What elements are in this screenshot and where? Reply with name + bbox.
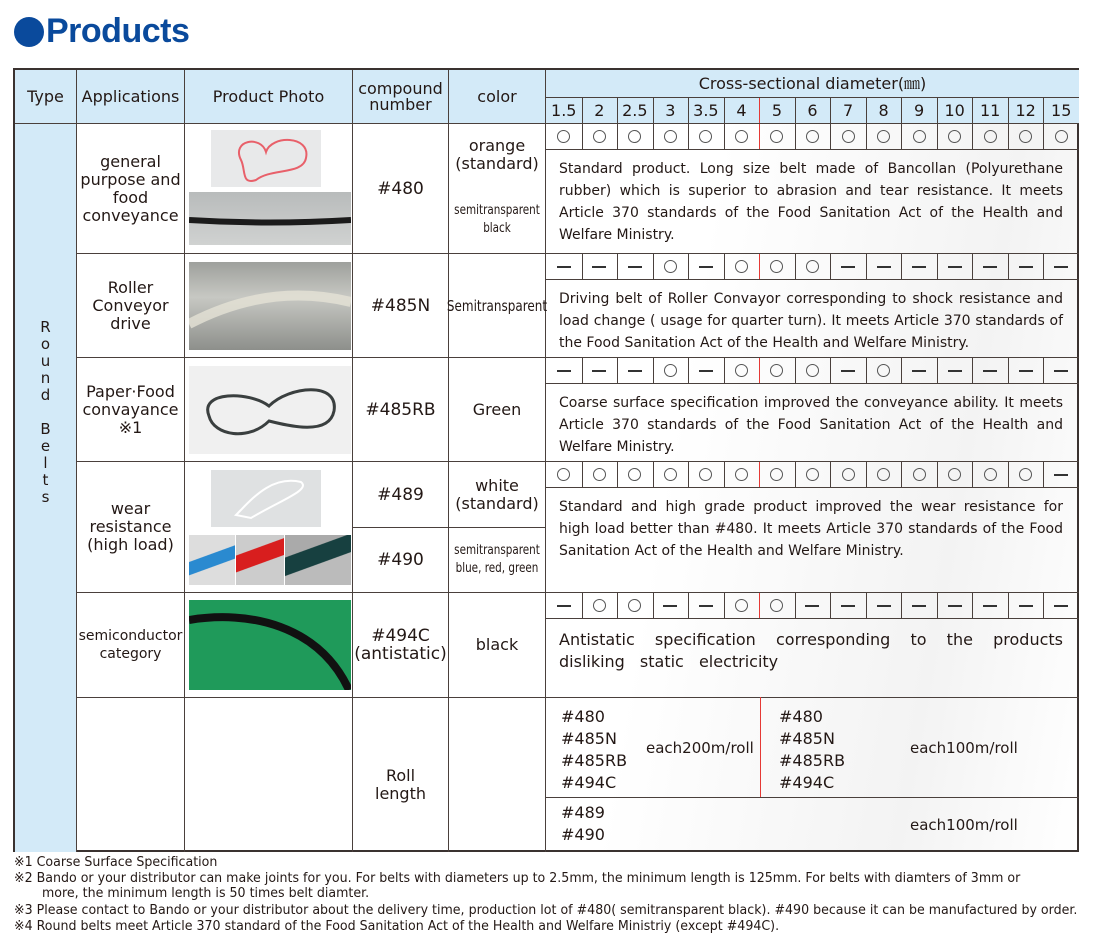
availability-cell [546, 254, 582, 279]
available-circle-icon [699, 468, 712, 481]
available-circle-icon [699, 130, 712, 143]
unavailable-dash-icon [877, 266, 891, 268]
roll-item: #489 [561, 803, 605, 822]
availability-cell [972, 593, 1008, 618]
availability-cell [724, 593, 760, 618]
available-circle-icon [735, 364, 748, 377]
availability-cell [724, 124, 760, 149]
roll-group-2-items [779, 706, 845, 794]
size-1.5: 1.5 [546, 98, 582, 123]
availability-cell [653, 462, 689, 487]
availability-cell [1043, 593, 1079, 618]
availability-cell [937, 462, 973, 487]
unavailable-dash-icon [1054, 605, 1068, 607]
unavailable-dash-icon [1054, 370, 1068, 372]
unavailable-dash-icon [1019, 266, 1033, 268]
description-3: Standard and high grade product improved the wear resistance for high load better than #480. It meets Article 370 standards of the Food Sanitation Act of the Health and Welfare Ministry. [559, 499, 1063, 559]
availability-cell [688, 254, 724, 279]
unavailable-dash-icon [699, 266, 713, 268]
description-0: Standard product. Long size belt made of Bancollan (Polyurethane rubber) which is superior to abrasion and tear resistance. It meets Article 370 standards of the Food Sanitation Act of the Health and Welfare Ministry. [559, 161, 1063, 243]
availability-cell [1008, 124, 1044, 149]
availability-cell [617, 462, 653, 487]
available-circle-icon [1019, 130, 1032, 143]
availability-cell [937, 124, 973, 149]
availability-cell [617, 124, 653, 149]
size-11: 11 [972, 98, 1008, 123]
availability-cell [937, 358, 973, 383]
availability-cell [1043, 462, 1079, 487]
available-circle-icon [842, 130, 855, 143]
roll-item: #480 [561, 707, 605, 726]
color-1: Semitransparent [446, 296, 548, 315]
header-diameter: Cross-sectional diameter(㎜) [546, 70, 1079, 97]
available-circle-icon [628, 468, 641, 481]
size-12: 12 [1008, 98, 1044, 123]
size-2.5: 2.5 [617, 98, 653, 123]
roll-group-1-length: each200m/roll [646, 739, 754, 757]
unavailable-dash-icon [948, 605, 962, 607]
availability-cell [724, 254, 760, 279]
availability-cell [653, 593, 689, 618]
header-photo: Product Photo [185, 70, 352, 123]
compound-0: #480 [377, 178, 424, 199]
type-label: Round Belts [36, 317, 55, 505]
availability-cell [1008, 462, 1044, 487]
availability-cell [901, 462, 937, 487]
availability-cell [866, 358, 902, 383]
availability-cell [582, 124, 618, 149]
unavailable-dash-icon [912, 370, 926, 372]
availability-cell [1008, 593, 1044, 618]
available-circle-icon [770, 364, 783, 377]
title-text: Products [46, 12, 190, 50]
unavailable-dash-icon [557, 266, 571, 268]
availability-cell [901, 593, 937, 618]
availability-cell [901, 124, 937, 149]
unavailable-dash-icon [948, 370, 962, 372]
availability-cell [866, 124, 902, 149]
availability-cell [866, 593, 902, 618]
available-circle-icon [806, 468, 819, 481]
availability-cell [653, 124, 689, 149]
availability-cell [617, 358, 653, 383]
available-circle-icon [806, 364, 819, 377]
availability-cell [582, 593, 618, 618]
application-2: Paper·Food convayance ※1 [82, 381, 179, 437]
unavailable-dash-icon [983, 370, 997, 372]
unavailable-dash-icon [628, 370, 642, 372]
unavailable-dash-icon [557, 370, 571, 372]
header-compound: compound number [353, 70, 448, 123]
unavailable-dash-icon [557, 605, 571, 607]
availability-cell [724, 462, 760, 487]
availability-cell [653, 254, 689, 279]
unavailable-dash-icon [592, 266, 606, 268]
photo-black-antistatic-belt [189, 600, 351, 690]
available-circle-icon [593, 468, 606, 481]
available-circle-icon [984, 468, 997, 481]
availability-cell [617, 593, 653, 618]
availability-cell [901, 358, 937, 383]
description-4: Antistatic specification corresponding to the products disliking static electricity [559, 630, 1063, 671]
availability-cell [795, 462, 831, 487]
availability-cell [830, 124, 866, 149]
available-circle-icon [770, 260, 783, 273]
availability-cell [546, 358, 582, 383]
availability-cell [1043, 124, 1079, 149]
header-color: color [449, 70, 545, 123]
roll-item: #494C [561, 773, 617, 792]
application-0: general purpose and food conveyance [80, 151, 181, 225]
unavailable-dash-icon [805, 605, 819, 607]
size-4: 4 [724, 98, 760, 123]
compound-3: #489 [377, 484, 424, 505]
header-type: Type [15, 70, 76, 123]
availability-cell [937, 593, 973, 618]
type-round-belts [15, 124, 76, 698]
availability-cell [546, 462, 582, 487]
available-circle-icon [948, 130, 961, 143]
unavailable-dash-icon [628, 266, 642, 268]
availability-cell [901, 254, 937, 279]
description-2: Coarse surface specification improved the conveyance ability. It meets Article 370 standards of the Food Sanitation Act of the Health and Welfare Ministry. [559, 395, 1063, 455]
size-8: 8 [866, 98, 902, 123]
photo-red-belt [236, 535, 284, 585]
availability-cell [688, 593, 724, 618]
unavailable-dash-icon [841, 605, 855, 607]
unavailable-dash-icon [912, 266, 926, 268]
products-table [13, 68, 1079, 852]
unavailable-dash-icon [841, 370, 855, 372]
roll-group-2-length: each100m/roll [910, 739, 1018, 757]
availability-cell [795, 358, 831, 383]
roll-item: #494C [779, 773, 835, 792]
photo-white-belt [211, 470, 321, 527]
availability-cell [866, 462, 902, 487]
roll-item: #485N [561, 729, 617, 748]
availability-cell [724, 358, 760, 383]
type-blank [15, 698, 76, 852]
unavailable-dash-icon [912, 605, 926, 607]
size-3: 3 [653, 98, 689, 123]
availability-cell [1008, 358, 1044, 383]
availability-cell [1008, 254, 1044, 279]
available-circle-icon [913, 130, 926, 143]
color-0b: semitransparent black [454, 203, 540, 236]
size-15: 15 [1043, 98, 1079, 123]
color-3: white (standard) [455, 475, 539, 513]
roll-item: #490 [561, 825, 605, 844]
unavailable-dash-icon [1054, 474, 1068, 476]
size-6: 6 [795, 98, 831, 123]
availability-cell [653, 358, 689, 383]
available-circle-icon [770, 468, 783, 481]
available-circle-icon [735, 130, 748, 143]
available-circle-icon [948, 468, 961, 481]
application-1: Roller Conveyor drive [92, 277, 169, 333]
roll-item: #485RB [561, 751, 628, 770]
unavailable-dash-icon [983, 266, 997, 268]
availability-cell [582, 254, 618, 279]
unavailable-dash-icon [699, 370, 713, 372]
compound-2: #485RB [365, 399, 436, 420]
photo-green-belt [189, 366, 351, 454]
availability-cell [830, 593, 866, 618]
availability-cell [759, 358, 795, 383]
roll-group-1-items [561, 706, 627, 794]
photo-green-semi-belt [285, 535, 351, 585]
availability-cell [830, 254, 866, 279]
available-circle-icon [664, 260, 677, 273]
availability-cell [937, 254, 973, 279]
roll-item: #480 [779, 707, 823, 726]
availability-cell [866, 254, 902, 279]
available-circle-icon [735, 599, 748, 612]
roll-group-3-length: each100m/roll [910, 816, 1018, 834]
available-circle-icon [664, 364, 677, 377]
available-circle-icon [913, 468, 926, 481]
unavailable-dash-icon [1019, 370, 1033, 372]
available-circle-icon [877, 130, 890, 143]
unavailable-dash-icon [948, 266, 962, 268]
unavailable-dash-icon [663, 605, 677, 607]
available-circle-icon [593, 130, 606, 143]
availability-cell [795, 254, 831, 279]
compound-4: #494C (antistatic) [354, 626, 447, 664]
available-circle-icon [628, 130, 641, 143]
availability-cell [688, 462, 724, 487]
photo-semitransparent-belt [189, 262, 351, 350]
available-circle-icon [557, 130, 570, 143]
color-0: orange (standard) [455, 136, 539, 173]
size-10: 10 [937, 98, 973, 123]
available-circle-icon [770, 599, 783, 612]
application-4: semiconductor category [78, 628, 183, 662]
available-circle-icon [735, 468, 748, 481]
unavailable-dash-icon [699, 605, 713, 607]
application-3: wear resistance (high load) [87, 499, 174, 554]
page-title [14, 12, 189, 51]
availability-cell [759, 593, 795, 618]
unavailable-dash-icon [1054, 266, 1068, 268]
size-3.5: 3.5 [688, 98, 724, 123]
footnote-2-cont: more, the minimum length is 50 times belt diamter. [42, 886, 370, 901]
availability-cell [759, 124, 795, 149]
availability-cell [688, 124, 724, 149]
unavailable-dash-icon [877, 605, 891, 607]
availability-cell [972, 254, 1008, 279]
availability-cell [972, 462, 1008, 487]
availability-cell [795, 593, 831, 618]
roll-item: #485N [779, 729, 835, 748]
available-circle-icon [1019, 468, 1032, 481]
size-2: 2 [582, 98, 618, 123]
available-circle-icon [557, 468, 570, 481]
unavailable-dash-icon [983, 605, 997, 607]
footnote-4: ※4 Round belts meet Article 370 standard of the Food Sanitation Act of the Health and Welfare Ministriy (except #494C). [14, 919, 780, 934]
footnote-3: ※3 Please contact to Bando or your distributor about the delivery time, production lot of #480( semitransparent black). #490 because it can be manufactured by order. [14, 903, 1078, 918]
availability-cell [972, 124, 1008, 149]
available-circle-icon [842, 468, 855, 481]
available-circle-icon [593, 599, 606, 612]
availability-cell [972, 358, 1008, 383]
header-applications: Applications [77, 70, 184, 123]
availability-cell [795, 124, 831, 149]
bullet-icon [14, 17, 44, 47]
footnote-1: ※1 Coarse Surface Specification [14, 855, 218, 870]
availability-cell [830, 358, 866, 383]
availability-cell [582, 358, 618, 383]
roll-group-3-items [561, 802, 605, 846]
compound-1: #485N [370, 295, 431, 316]
color-2: Green [472, 399, 522, 419]
color-4: black [475, 635, 519, 654]
size-9: 9 [901, 98, 937, 123]
footnote-2: ※2 Bando or your distributor can make joints for you. For belts with diameters up to 2.5mm, the minimum length is 125mm. For belts with diamters of 3mm or [14, 871, 1021, 886]
availability-cell [830, 462, 866, 487]
availability-cell [546, 593, 582, 618]
size-5: 5 [759, 98, 795, 123]
unavailable-dash-icon [592, 370, 606, 372]
available-circle-icon [1055, 130, 1068, 143]
photo-orange-belt [211, 130, 321, 187]
roll-item: #485RB [779, 751, 846, 770]
available-circle-icon [770, 130, 783, 143]
roll-length-label: Roll length [375, 766, 426, 803]
available-circle-icon [628, 599, 641, 612]
size-7: 7 [830, 98, 866, 123]
available-circle-icon [806, 260, 819, 273]
available-circle-icon [735, 260, 748, 273]
available-circle-icon [664, 468, 677, 481]
unavailable-dash-icon [841, 266, 855, 268]
available-circle-icon [806, 130, 819, 143]
photo-blue-belt [189, 535, 235, 585]
unavailable-dash-icon [1019, 605, 1033, 607]
availability-cell [688, 358, 724, 383]
available-circle-icon [877, 468, 890, 481]
availability-cell [617, 254, 653, 279]
availability-cell [1043, 358, 1079, 383]
availability-cell [582, 462, 618, 487]
description-1: Driving belt of Roller Convayor corresponding to shock resistance and load change ( usage for quarter turn). It meets Article 370 standards of the Food Sanitation Act of the Health and Welfare Ministry. [559, 291, 1063, 351]
color-3b: semitransparent blue, red, green [454, 543, 540, 576]
available-circle-icon [984, 130, 997, 143]
available-circle-icon [664, 130, 677, 143]
availability-cell [1043, 254, 1079, 279]
available-circle-icon [877, 364, 890, 377]
compound-3b: #490 [377, 550, 424, 570]
photo-black-belt [189, 192, 351, 245]
availability-cell [546, 124, 582, 149]
availability-cell [759, 462, 795, 487]
availability-cell [759, 254, 795, 279]
